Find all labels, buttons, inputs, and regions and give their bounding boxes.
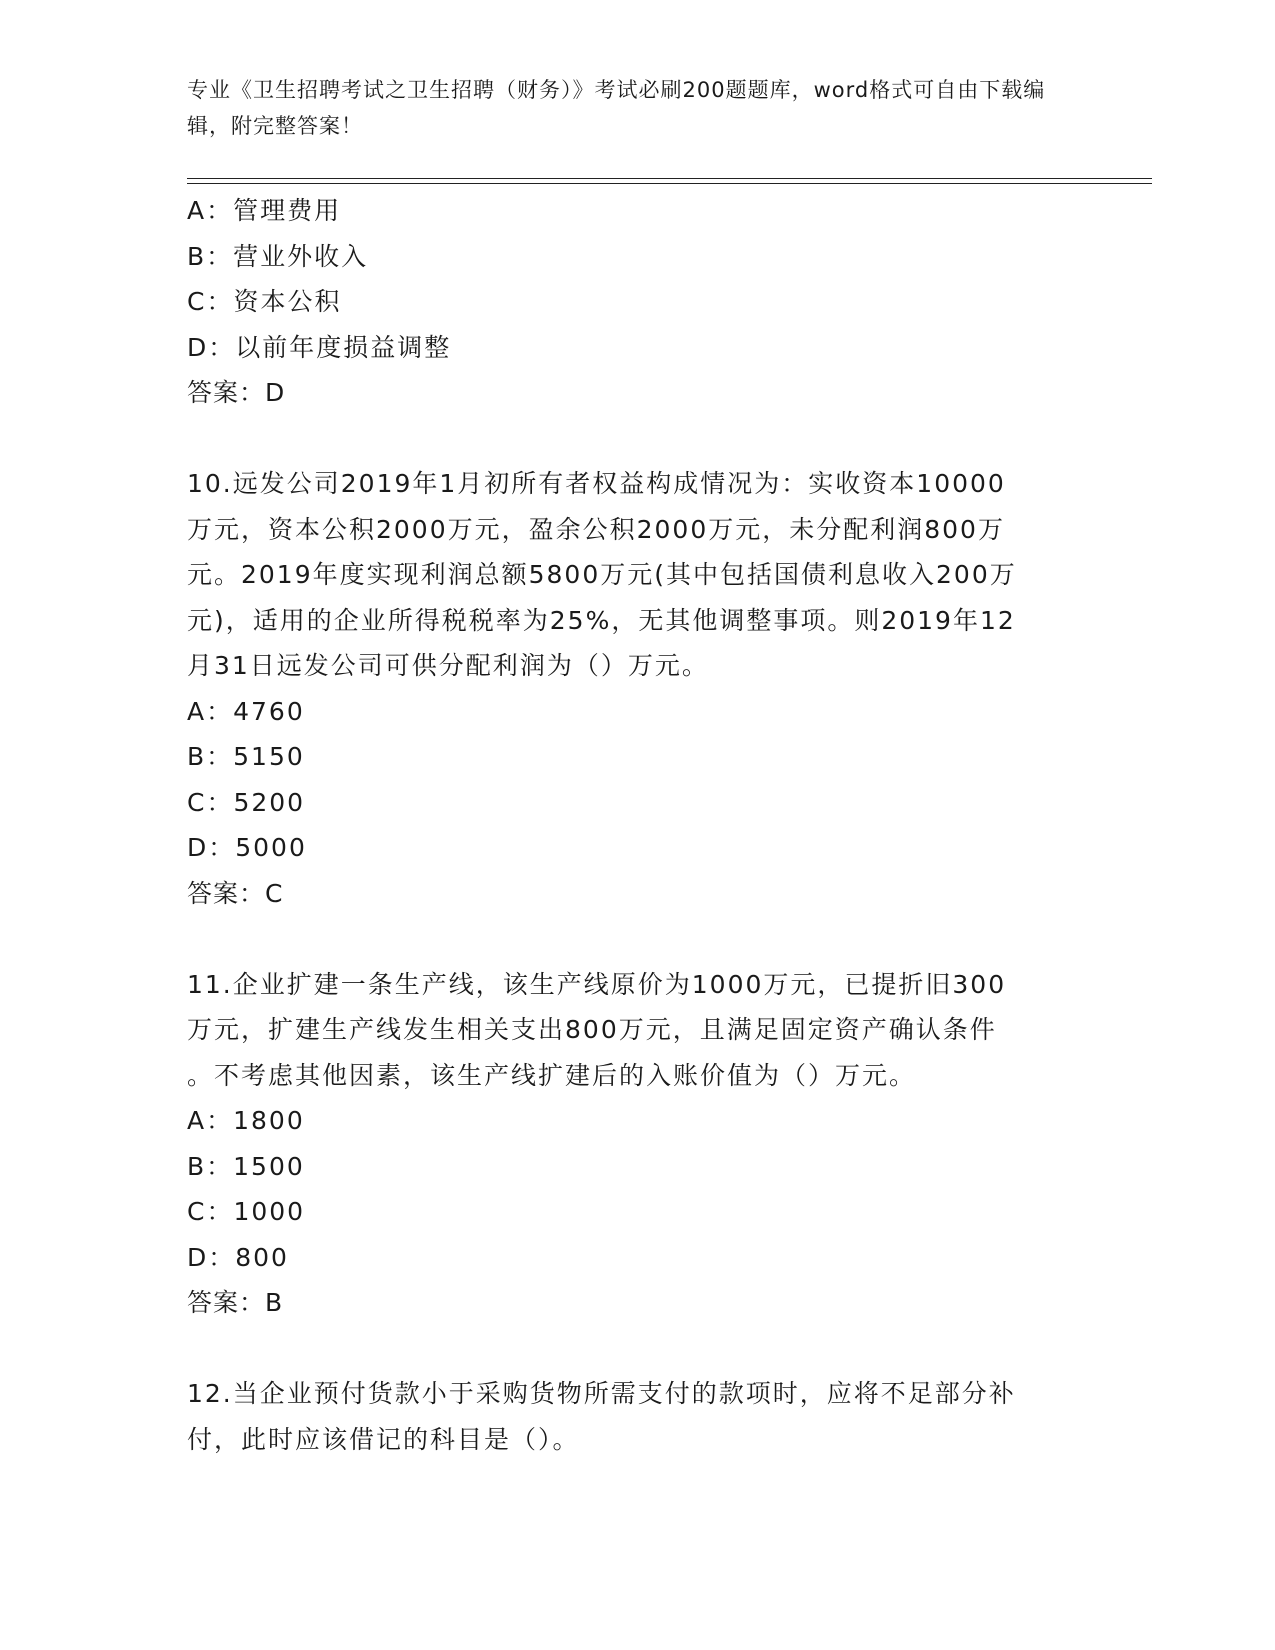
question-text-line: 万元，扩建生产线发生相关支出800万元，且满足固定资产确认条件 [187,1015,997,1044]
question-text-line: 。不考虑其他因素，该生产线扩建后的入账价值为（）万元。 [187,1060,917,1090]
option-a: A：4760 [187,696,305,726]
question-10 [187,461,1067,916]
question-text-line: 12.当企业预付货款小于采购货物所需支付的款项时，应将不足部分补 [187,1379,1016,1408]
question-text-line: 月31日远发公司可供分配利润为（）万元。 [187,651,709,680]
header-divider-top [187,178,1152,179]
question-text-line: 10.远发公司2019年1月初所有者权益构成情况为：实收资本10000 [187,469,1006,498]
option-b: B：营业外收入 [187,241,369,271]
question-11 [187,962,1067,1326]
question-text-line: 付，此时应该借记的科目是（）。 [187,1424,580,1454]
option-a: A：1800 [187,1106,305,1135]
option-d: D：5000 [187,833,307,862]
question-text-line: 元。2019年度实现利润总额5800万元(其中包括国债利息收入200万 [187,560,1017,589]
option-b: B：5150 [187,742,305,771]
answer-line: 答案：B [187,1288,284,1317]
question-text-line: 11.企业扩建一条生产线，该生产线原价为1000万元，已提折旧300 [187,969,1007,999]
option-b: B：1500 [187,1151,305,1181]
option-c: C：1000 [187,1197,306,1226]
option-d: D：以前年度损益调整 [187,332,452,362]
answer-line: 答案：D [187,378,286,407]
option-c: C：5200 [187,787,306,817]
question-text-line: 元)，适用的企业所得税税率为25%，无其他调整事项。则2019年12 [187,605,1016,635]
question-9 [187,188,1067,416]
question-text-line: 万元，资本公积2000万元，盈余公积2000万元，未分配利润800万 [187,514,1005,544]
question-12 [187,1371,1067,1462]
answer-line: 答案：C [187,878,284,908]
spacer [187,1326,1067,1372]
option-a: A：管理费用 [187,196,342,225]
spacer [187,416,1067,462]
header-divider-bottom [187,183,1152,184]
spacer [187,916,1067,962]
document-header: 专业《卫生招聘考试之卫生招聘（财务）》考试必刷200题题库，word格式可自由下载编辑，附完整答案！ [187,78,1046,138]
option-c: C：资本公积 [187,287,342,316]
option-d: D：800 [187,1242,289,1272]
question-list [187,188,1067,1462]
